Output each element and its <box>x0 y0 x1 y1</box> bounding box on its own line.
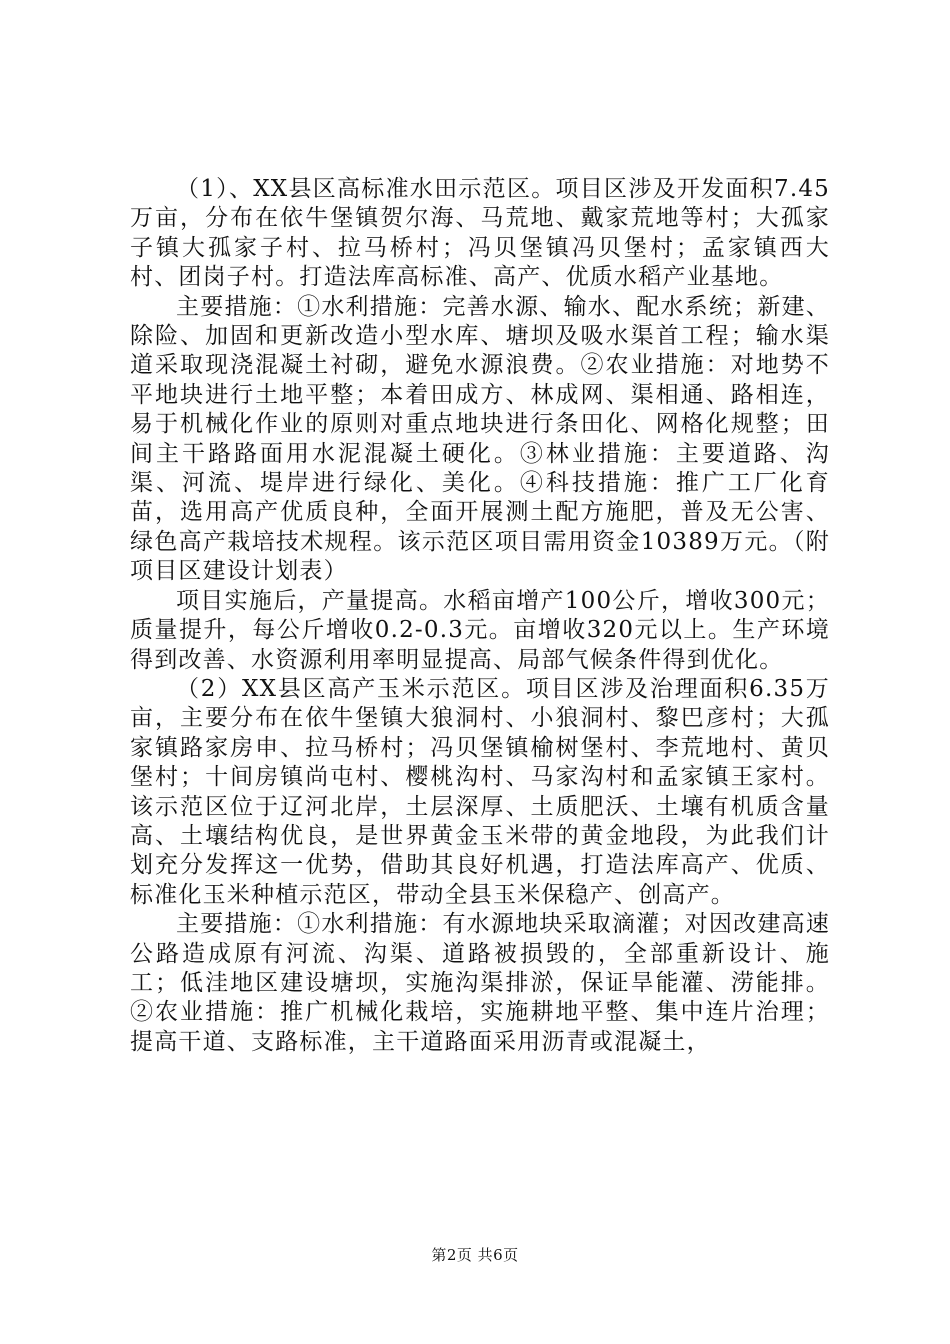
paragraph-rice-measures: 主要措施：①水利措施：完善水源、输水、配水系统；新建、除险、加固和更新改造小型水库、塘坝及吸水渠首工程；输水渠道采取现浇混凝土衬砌，避免水源浪费。②农业措施：对地势不平地块进行土地平整；本着田成方、林成网、渠相通、路相连，易于机械化作业的原则对重点地块进行条田化、网格化规整；田间主干路路面用水泥混凝土硬化。③林业措施：主要道路、沟渠、河流、堤岸进行绿化、美化。④科技措施：推广工厂化育苗，选用高产优质良种，全面开展测土配方施肥，普及无公害、绿色高产栽培技术规程。该示范区项目需用资金10389万元。（附项目区建设计划表） <box>130 293 830 585</box>
paragraph-rice-benefits: 项目实施后，产量提高。水稻亩增产100公斤，增收300元；质量提升，每公斤增收0.2-0.3元。亩增收320元以上。生产环境得到改善、水资源利用率明显提高、局部气候条件得到优化。 <box>130 587 830 673</box>
paragraph-corn-demo-zone: （2）XX县区高产玉米示范区。项目区涉及治理面积6.35万亩，主要分布在依牛堡镇大狼洞村、小狼洞村、黎巴彦村；大孤家镇路家房申、拉马桥村；冯贝堡镇榆树堡村、李荒地村、黄贝堡村；十间房镇尚屯村、樱桃沟村、马家沟村和孟家镇王家村。该示范区位于辽河北岸，土层深厚、土质肥沃、土壤有机质含量高、土壤结构优良，是世界黄金玉米带的黄金地段，为此我们计划充分发挥这一优势，借助其良好机遇，打造法库高产、优质、标准化玉米种植示范区，带动全县玉米保稳产、创高产。 <box>130 675 830 908</box>
page-footer: 第2页 共6页 <box>431 1246 519 1264</box>
paragraph-corn-measures: 主要措施：①水利措施：有水源地块采取滴灌；对因改建高速公路造成原有河流、沟渠、道路被损毁的，全部重新设计、施工；低洼地区建设塘坝，实施沟渠排淤，保证旱能灌、涝能排。②农业措施：推广机械化栽培，实施耕地平整、集中连片治理；提高干道、支路标准，主干道路面采用沥青或混凝土， <box>130 911 830 1055</box>
document-body <box>130 175 830 1057</box>
paragraph-rice-demo-zone: （1）、XX县区高标准水田示范区。项目区涉及开发面积7.45万亩，分布在依牛堡镇贺尔海、马荒地、戴家荒地等村；大孤家子镇大孤家子村、拉马桥村；冯贝堡镇冯贝堡村；孟家镇西大村、团岗子村。打造法库高标准、高产、优质水稻产业基地。 <box>130 176 830 291</box>
